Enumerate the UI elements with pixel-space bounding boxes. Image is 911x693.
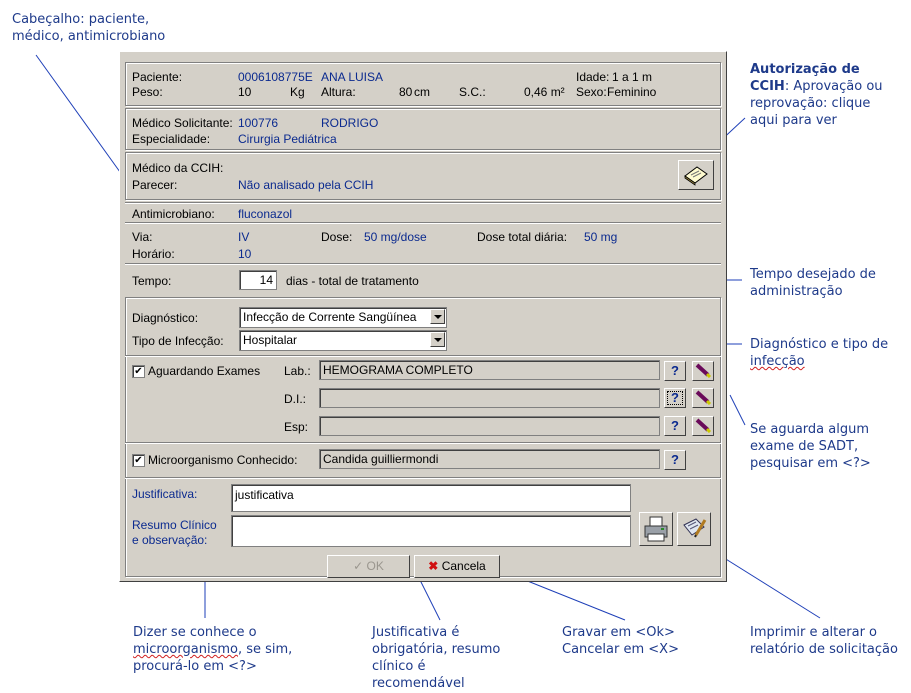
- solicitacao-dialog: [119, 51, 727, 582]
- label-paciente: Paciente:: [132, 70, 183, 84]
- label-dose: Dose:: [321, 230, 353, 244]
- label-especialidade: Especialidade:: [132, 132, 211, 146]
- label-tipo-infeccao: Tipo de Infecção:: [132, 334, 224, 348]
- annotation-micro-text-a: Dizer se conhece o: [133, 625, 257, 640]
- peso-unit: Kg: [290, 85, 305, 99]
- annotation-sadt: Se aguarda algum exame de SADT, pesquisar em <?>: [750, 422, 871, 471]
- ccih-parecer: Não analisado pela CCIH: [238, 178, 374, 192]
- di-field[interactable]: [319, 388, 660, 408]
- label-altura: Altura:: [321, 85, 356, 99]
- annotation-ccih-title: Autorização de CCIH: [750, 62, 860, 94]
- esp-search-button[interactable]: ?: [664, 416, 686, 436]
- annotation-diagnostico: [750, 336, 900, 370]
- doctor-especialidade: Cirurgia Pediátrica: [238, 132, 337, 146]
- label-via: Via:: [132, 230, 153, 244]
- ccih-group: [125, 152, 721, 200]
- annotation-ccih-text: : Aprovação ou reprovação: clique aqui para ver: [750, 79, 883, 128]
- chevron-down-icon[interactable]: [430, 332, 445, 347]
- pencil-icon: [694, 389, 712, 405]
- label-justificativa: Justificativa:: [132, 487, 198, 501]
- label-esp: Esp:: [284, 420, 309, 434]
- annotation-diag-infeccao: infecção: [750, 354, 805, 369]
- label-medico-ccih: Médico da CCIH:: [132, 161, 224, 175]
- pencil-icon: [694, 417, 712, 433]
- label-peso: Peso:: [132, 85, 163, 99]
- drug-via: IV: [238, 230, 250, 244]
- cancel-label: Cancela: [441, 559, 486, 573]
- separator: [125, 222, 721, 224]
- lab-search-button[interactable]: ?: [664, 361, 686, 381]
- patient-sexo: Feminino: [607, 85, 657, 99]
- microorganismo-field[interactable]: [319, 449, 660, 469]
- patient-peso: 10: [238, 85, 252, 99]
- label-sc: S.C.:: [459, 85, 486, 99]
- print-button[interactable]: [639, 512, 673, 546]
- label-tempo: Tempo:: [132, 274, 172, 288]
- microorganismo-checkbox[interactable]: ✔: [132, 454, 145, 467]
- annotation-diag-text: Diagnóstico e tipo de: [750, 337, 889, 352]
- doctor-name: RODRIGO: [321, 116, 379, 130]
- ok-label: OK: [366, 559, 384, 573]
- esp-field[interactable]: [319, 416, 660, 436]
- edit-report-icon: [680, 515, 708, 543]
- label-parecer: Parecer:: [132, 178, 178, 192]
- patient-idade: 1 a 1 m: [612, 70, 653, 84]
- annotation-micro-word: microorganismo: [133, 642, 238, 657]
- esp-edit-button[interactable]: [692, 416, 714, 436]
- tempo-value: 14: [259, 273, 273, 287]
- label-resumo-1: Resumo Clínico: [132, 518, 217, 532]
- lab-field[interactable]: [319, 360, 660, 380]
- pencil-icon: [694, 362, 712, 378]
- lab-edit-button[interactable]: [692, 361, 714, 381]
- label-microorganismo: Microorganismo Conhecido:: [148, 453, 298, 467]
- patient-id: 0006108775E: [238, 70, 313, 84]
- label-lab: Lab.:: [284, 364, 311, 378]
- aguardando-exames-checkbox[interactable]: ✔: [132, 365, 145, 378]
- tempo-suffix: dias - total de tratamento: [286, 274, 419, 288]
- edit-report-button[interactable]: [677, 512, 711, 546]
- annotation-micro-text-c: , se sim, procurá-lo em <?>: [133, 642, 293, 674]
- close-icon: ✖: [428, 559, 439, 573]
- check-icon: ✓: [353, 559, 364, 573]
- justificativa-textarea[interactable]: [231, 484, 631, 512]
- microorganismo-value: Candida guilliermondi: [323, 452, 439, 466]
- separator: [125, 442, 721, 444]
- separator: [125, 263, 721, 265]
- annotation-header: Cabeçalho: paciente, médico, antimicrobiano: [12, 12, 166, 44]
- lab-value: HEMOGRAMA COMPLETO: [323, 363, 473, 377]
- label-di: D.I.:: [284, 392, 307, 406]
- label-diagnostico: Diagnóstico:: [132, 311, 199, 325]
- di-search-button[interactable]: ?: [664, 388, 686, 408]
- patient-altura: 80: [399, 85, 413, 99]
- doctor-crm: 100776: [238, 116, 279, 130]
- ccih-authorization-button[interactable]: [678, 160, 714, 190]
- annotation-imprimir: Imprimir e alterar o relatório de solicitação: [750, 625, 898, 657]
- annotation-microorganismo: [133, 624, 308, 675]
- annotation-justificativa: Justificativa é obrigatória, resumo clínico é recomendável: [372, 625, 501, 691]
- tipo-infeccao-select[interactable]: [239, 330, 447, 351]
- drug-dose-total: 50 mg: [584, 230, 618, 244]
- label-idade: Idade:: [576, 70, 610, 84]
- label-dose-total: Dose total diária:: [477, 230, 568, 244]
- patient-sc: 0,46 m²: [524, 85, 565, 99]
- microorganismo-search-button[interactable]: ?: [664, 450, 686, 470]
- di-edit-button[interactable]: [692, 388, 714, 408]
- tempo-input[interactable]: [239, 270, 277, 290]
- label-aguardando-exames: Aguardando Exames: [148, 364, 261, 378]
- label-sexo: Sexo:: [576, 85, 607, 99]
- printer-icon: [642, 515, 670, 543]
- separator: [125, 477, 721, 479]
- drug-dose: 50 mg/dose: [364, 230, 427, 244]
- ccih-document-icon: [682, 164, 710, 186]
- chevron-down-icon[interactable]: [430, 309, 445, 324]
- annotation-ccih: [750, 61, 900, 129]
- resumo-clinico-textarea[interactable]: [231, 515, 631, 547]
- label-medico-solicitante: Médico Solicitante:: [132, 116, 233, 130]
- annotation-gravar: Gravar em <Ok> Cancelar em <X>: [562, 625, 679, 657]
- drug-antimicrobiano: fluconazol: [238, 207, 293, 221]
- cancel-button[interactable]: [414, 555, 500, 578]
- patient-group: [125, 62, 721, 106]
- label-antimicrobiano: Antimicrobiano:: [132, 207, 215, 221]
- patient-name: ANA LUISA: [321, 70, 384, 84]
- tipo-infeccao-value: Hospitalar: [243, 333, 298, 347]
- separator: [125, 202, 721, 204]
- separator: [125, 355, 721, 357]
- ok-button[interactable]: [327, 555, 410, 578]
- drug-horario: 10: [238, 247, 252, 261]
- diagnostico-select[interactable]: [239, 307, 447, 328]
- justificativa-value: justificativa: [235, 488, 294, 502]
- diagnostico-value: Infecção de Corrente Sangüínea: [243, 310, 417, 324]
- label-horario: Horário:: [132, 247, 175, 261]
- altura-unit: cm: [414, 85, 430, 99]
- annotation-tempo: Tempo desejado de administração: [750, 267, 876, 299]
- label-resumo-2: e observação:: [132, 533, 208, 547]
